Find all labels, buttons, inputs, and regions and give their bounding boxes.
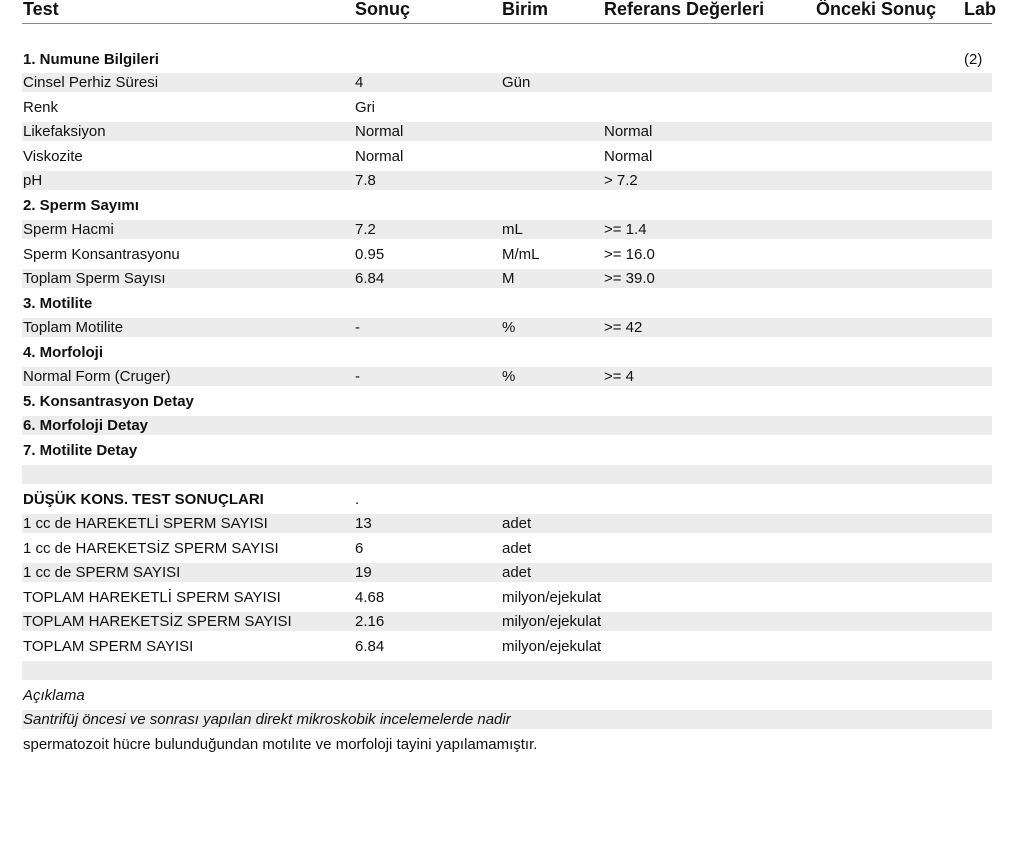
cell-sonuc: 6.84: [355, 638, 385, 655]
table-row: [22, 735, 992, 754]
header-divider: [22, 23, 992, 24]
table-row: [22, 147, 992, 166]
cell-test: 1. Numune Bilgileri: [23, 51, 159, 68]
cell-test: 1 cc de HAREKETLİ SPERM SAYISI: [23, 515, 268, 532]
cell-test: Normal Form (Cruger): [23, 368, 171, 385]
cell-referans: >= 4: [604, 368, 635, 385]
cell-test: TOPLAM HAREKETLİ SPERM SAYISI: [23, 589, 281, 606]
section-row: [22, 490, 992, 509]
cell-test: Cinsel Perhiz Süresi: [23, 74, 159, 91]
section-row: [22, 294, 992, 313]
section-row: [22, 392, 992, 411]
cell-referans: >= 42: [604, 319, 643, 336]
cell-test: Sperm Hacmi: [23, 221, 114, 238]
cell-test: 5. Konsantrasyon Detay: [23, 393, 194, 410]
header-referans: Referans Değerleri: [604, 0, 765, 19]
cell-sonuc: 7.8: [355, 172, 376, 189]
cell-birim: milyon/ejekulat: [502, 589, 602, 606]
table-row: [22, 465, 992, 484]
table-row: [22, 588, 992, 607]
cell-sonuc: -: [355, 319, 360, 336]
table-row: [22, 686, 992, 705]
cell-birim: M: [502, 270, 515, 287]
cell-birim: %: [502, 319, 516, 336]
cell-test: Sperm Konsantrasyonu: [23, 246, 180, 263]
cell-test: 7. Motilite Detay: [23, 442, 138, 459]
table-row: [22, 269, 992, 288]
table-row: [22, 73, 992, 92]
table-row: [22, 245, 992, 264]
table-row: [22, 318, 992, 337]
cell-test: 2. Sperm Sayımı: [23, 197, 139, 214]
table-row: [22, 539, 992, 558]
cell-test: spermatozoit hücre bulunduğundan motılıte ve morfoloji tayini yapılamamıştır.: [23, 736, 538, 753]
table-row: [22, 98, 992, 117]
table-row: [22, 612, 992, 631]
table-row: [22, 514, 992, 533]
table-header: [0, 0, 1024, 24]
cell-sonuc: 0.95: [355, 246, 385, 263]
cell-birim: adet: [502, 564, 532, 581]
cell-sonuc: 4: [355, 74, 364, 91]
cell-birim: M/mL: [502, 246, 540, 263]
header-test: Test: [23, 0, 59, 19]
table-row: [22, 367, 992, 386]
cell-sonuc: 2.16: [355, 613, 385, 630]
table-row: [22, 661, 992, 680]
cell-referans: >= 1.4: [604, 221, 647, 238]
cell-test: pH: [23, 172, 43, 189]
cell-test: 4. Morfoloji: [23, 344, 103, 361]
cell-test: TOPLAM SPERM SAYISI: [23, 638, 194, 655]
cell-test: Likefaksiyon: [23, 123, 106, 140]
cell-test: TOPLAM HAREKETSİZ SPERM SAYISI: [23, 613, 292, 630]
cell-sonuc: -: [355, 368, 360, 385]
cell-birim: adet: [502, 540, 532, 557]
cell-lab: (2): [964, 51, 983, 68]
cell-birim: mL: [502, 221, 523, 238]
header-lab: Lab: [964, 0, 997, 19]
cell-test: Viskozite: [23, 148, 83, 165]
cell-test: Toplam Motilite: [23, 319, 124, 336]
table-row: [22, 710, 992, 729]
cell-referans: Normal: [604, 123, 653, 140]
cell-birim: %: [502, 368, 516, 385]
cell-sonuc: .: [355, 491, 360, 508]
cell-sonuc: 7.2: [355, 221, 376, 238]
cell-test: Açıklama: [23, 687, 85, 704]
cell-test: Santrifüj öncesi ve sonrası yapılan direkt mikroskobik incelemelerde nadir: [23, 711, 511, 728]
cell-test: Renk: [23, 99, 59, 116]
cell-referans: >= 16.0: [604, 246, 655, 263]
cell-sonuc: Normal: [355, 148, 404, 165]
cell-sonuc: 6: [355, 540, 364, 557]
cell-sonuc: Normal: [355, 123, 404, 140]
cell-referans: >= 39.0: [604, 270, 655, 287]
cell-referans: > 7.2: [604, 172, 638, 189]
header-onceki: Önceki Sonuç: [816, 0, 937, 19]
header-birim: Birim: [502, 0, 549, 19]
cell-sonuc: 19: [355, 564, 372, 581]
cell-birim: adet: [502, 515, 532, 532]
table-row: [22, 122, 992, 141]
cell-test: 1 cc de SPERM SAYISI: [23, 564, 181, 581]
cell-sonuc: 6.84: [355, 270, 385, 287]
section-row: [22, 50, 992, 69]
cell-birim: milyon/ejekulat: [502, 638, 602, 655]
cell-sonuc: 13: [355, 515, 372, 532]
cell-test: 6. Morfoloji Detay: [23, 417, 149, 434]
table-row: [22, 637, 992, 656]
section-row: [22, 441, 992, 460]
cell-sonuc: 4.68: [355, 589, 385, 606]
cell-referans: Normal: [604, 148, 653, 165]
section-row: [22, 416, 992, 435]
cell-test: 1 cc de HAREKETSİZ SPERM SAYISI: [23, 540, 279, 557]
table-row: [22, 563, 992, 582]
cell-test: DÜŞÜK KONS. TEST SONUÇLARI: [23, 491, 264, 508]
cell-birim: milyon/ejekulat: [502, 613, 602, 630]
cell-test: Toplam Sperm Sayısı: [23, 270, 166, 287]
table-row: [22, 171, 992, 190]
cell-birim: Gün: [502, 74, 531, 91]
section-row: [22, 343, 992, 362]
header-sonuc: Sonuç: [355, 0, 411, 19]
cell-test: 3. Motilite: [23, 295, 93, 312]
table-row: [22, 220, 992, 239]
cell-sonuc: Gri: [355, 99, 375, 116]
section-row: [22, 196, 992, 215]
